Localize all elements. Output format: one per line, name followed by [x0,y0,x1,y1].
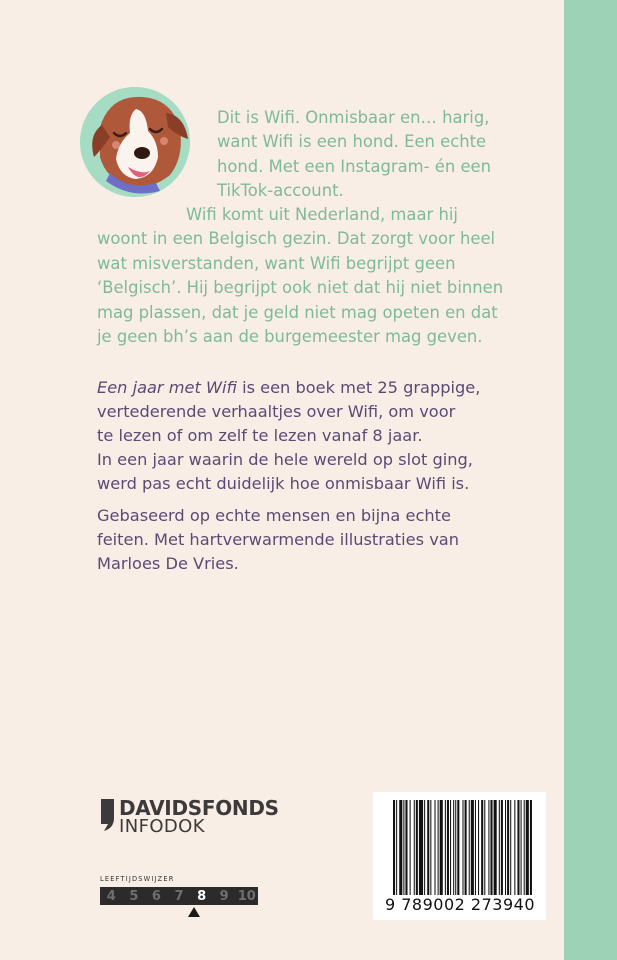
age-number: 6 [151,888,161,904]
barcode-bar [521,800,522,895]
barcode-bar [530,800,532,895]
barcode-bar [396,800,397,895]
isbn-number: 9 789002 273940 [384,895,535,914]
barcode-bar [507,800,509,895]
credits-text [97,504,459,576]
barcode-bar [499,800,500,895]
credits-line: Marloes De Vries. [97,554,239,573]
barcode-bar [501,800,503,895]
barcode-bar [471,800,474,895]
credits-line: feiten. Met hartverwarmende illustraties van [97,530,459,549]
intro-line: mag plassen, dat je geld niet mag opeten en dat [97,302,498,322]
barcode-bar [455,800,456,895]
barcode-bar [434,800,435,895]
age-number: 7 [174,888,184,904]
barcode-bar [430,800,431,895]
credits-line: Gebaseerd op echte mensen en bijna echte [97,506,451,525]
age-number: 4 [106,888,116,904]
barcode-bar [505,800,506,895]
barcode-bar [526,800,529,895]
intro-line: want Wifi is een hond. Een echte [217,132,487,152]
barcode-bar [478,800,479,895]
description-text [97,376,480,496]
barcode-bar [457,800,459,895]
book-title: Een jaar met Wifi [97,378,237,397]
intro-line: je geen bh’s aan de burgemeester mag geven. [97,327,483,347]
age-guide-label: LEEFTIJDSWIJZER [100,875,175,883]
barcode-bar [517,800,519,895]
intro-text-top [217,106,491,204]
barcode-bar [510,800,511,895]
barcode-bar [465,800,467,895]
description-line-rest: is een boek met 25 grappige, [236,378,481,397]
description-line: vertederende verhaaltjes over Wifi, om voor [97,402,456,421]
barcode-bar [462,800,463,895]
publisher-name: DAVIDSFONDS [119,796,279,820]
barcode-bar [484,800,485,895]
barcode-bar [399,800,402,895]
barcode-bar [469,800,470,895]
barcode-bar [447,800,449,895]
barcode-bar [481,800,483,895]
description-line: werd pas echt duidelijk hoe onmisbaar Wifi is. [97,474,470,493]
dog-illustration [80,87,190,197]
age-number: 5 [129,888,139,904]
age-number: 10 [237,888,256,904]
intro-line: ‘Belgisch’. Hij begrijpt ook niet dat hij niet binnen [97,278,504,298]
barcode-bar [445,800,446,895]
barcode-bar [427,800,429,895]
intro-line: hond. Met een Instagram- én een [217,156,492,176]
intro-line: Wifi komt uit Nederland, maar hij [186,205,458,224]
intro-line: TikTok-account. [217,181,344,201]
description-line: In een jaar waarin de hele wereld op slot ging, [97,450,473,469]
age-number: 9 [219,888,229,904]
age-pointer-icon [188,907,200,917]
barcode-bar [488,800,489,895]
barcode-bar [475,800,476,895]
barcode-bar [440,800,443,895]
publisher-logo [100,796,280,840]
barcode-bar [419,800,423,895]
barcode [373,792,546,920]
intro-line: wat misverstanden, want Wifi begrijpt geen [97,253,456,273]
barcode-bar [514,800,515,895]
barcode-bar [490,800,492,895]
barcode-bar [416,800,418,895]
age-number-selected: 8 [197,888,207,904]
barcode-bar [524,800,525,895]
barcode-bar [424,800,425,895]
barcode-bar [494,800,497,895]
intro-line: woont in een Belgisch gezin. Dat zorgt voor heel [97,229,496,249]
barcode-bar [438,800,439,895]
intro-text-bottom [97,203,503,349]
barcode-bar [405,800,407,895]
description-line: te lezen of om zelf te lezen vanaf 8 jaar. [97,426,423,445]
publisher-imprint: INFODOK [119,816,205,837]
intro-line: Dit is Wifi. Onmisbaar en… harig, [217,108,490,127]
barcode-bar [410,800,411,895]
barcode-bar [453,800,454,895]
barcode-bar [393,800,395,895]
barcode-bar [414,800,415,895]
barcode-bar [450,800,451,895]
book-spine [564,0,617,960]
description-line [97,376,480,400]
barcode-bar [403,800,404,895]
age-guide-scale [100,887,258,905]
publisher-mark-icon [100,798,116,832]
barcode-bars [393,800,533,895]
